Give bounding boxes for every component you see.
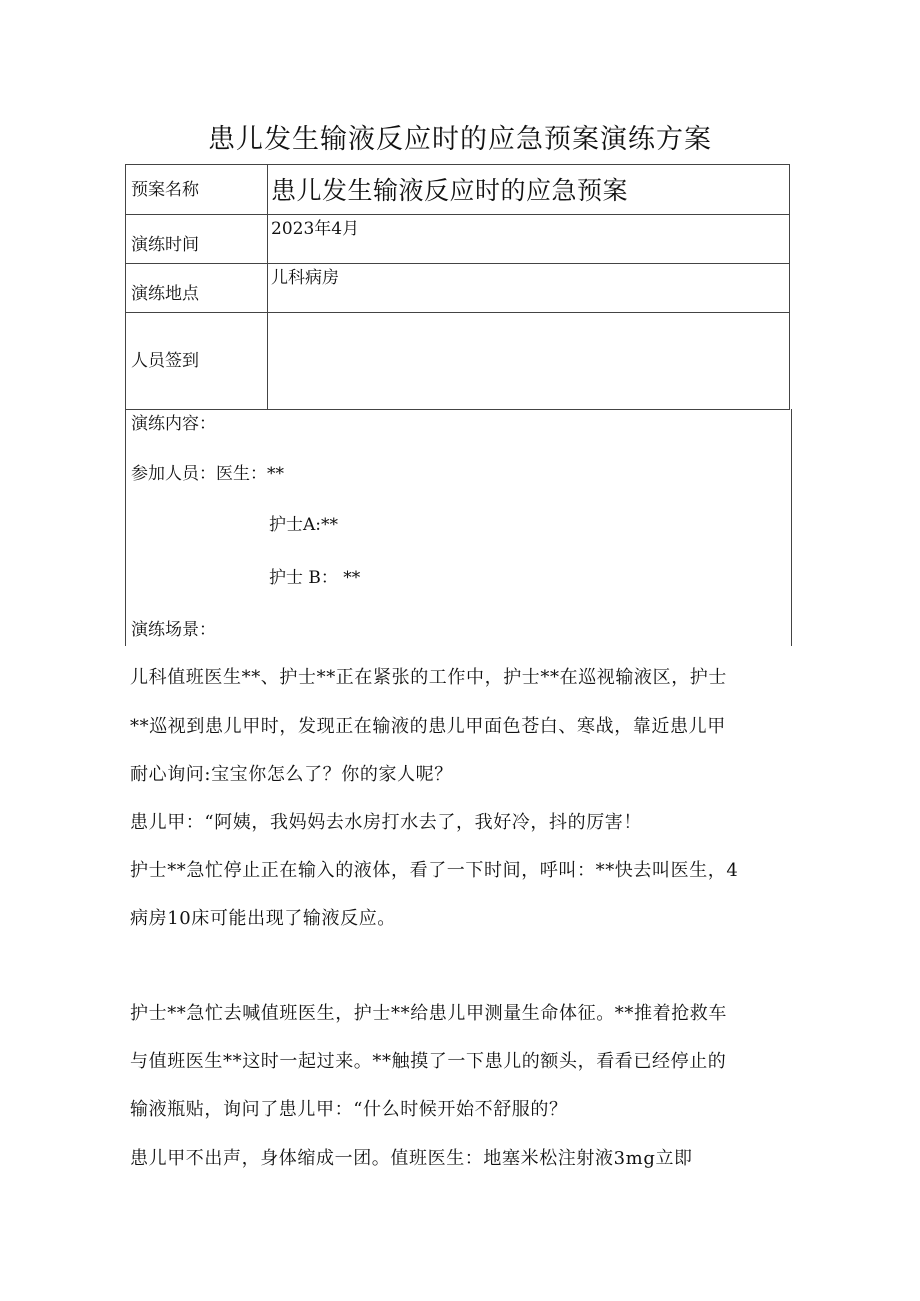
table-row [126,313,790,410]
body-line: 患儿甲：“阿姨，我妈妈去水房打水去了，我好冷，抖的厉害！ [130,812,642,833]
table-row [126,215,790,264]
plan-name-label: 预案名称 [126,165,268,215]
scene-heading: 演练场景： [131,620,216,640]
drill-content-heading: 演练内容： [131,414,216,434]
body-line: 输液瓶贴，询问了患儿甲：“什么时候开始不舒服的？ [130,1099,568,1120]
drill-content-box [125,409,792,646]
body-line: **巡视到患儿甲时，发现正在输液的患儿甲面色苍白、寒战，靠近患儿甲 [130,716,726,737]
drill-location-value: 儿科病房 [268,264,790,313]
sign-in-value [268,313,790,410]
sign-in-label: 人员签到 [126,313,268,410]
drill-location-label: 演练地点 [126,264,268,313]
plan-name-value: 患儿发生输液反应时的应急预案 [268,165,790,215]
body-line: 儿科值班医生**、护士**正在紧张的工作中，护士**在巡视输液区，护士 [130,667,727,688]
body-line: 护士**急忙停止正在输入的液体，看了一下时间，呼叫：**快去叫医生，4 [130,860,739,881]
table-row [126,264,790,313]
body-line: 护士**急忙去喊值班医生，护士**给患儿甲测量生命体征。**推着抢救车 [130,1003,727,1024]
drill-time-label: 演练时间 [126,215,268,264]
table-row [126,165,790,215]
body-line: 病房10床可能出现了输液反应。 [130,908,396,929]
body-line: 耐心询问:宝宝你怎么了？你的家人呢？ [130,764,453,785]
participants-line: 参加人员：医生：** [131,464,284,484]
drill-time-value: 2023年4月 [268,215,790,264]
nurse-a-line: 护士A:** [269,515,339,535]
body-line: 与值班医生**这时一起过来。**触摸了一下患儿的额头，看看已经停止的 [130,1051,727,1072]
nurse-b-line: 护士 B： ** [269,568,361,588]
page-title: 患儿发生输液反应时的应急预案演练方案 [208,124,712,155]
plan-info-table [125,164,790,410]
body-line: 患儿甲不出声，身体缩成一团。值班医生：地塞米松注射液3mg立即 [130,1148,693,1169]
